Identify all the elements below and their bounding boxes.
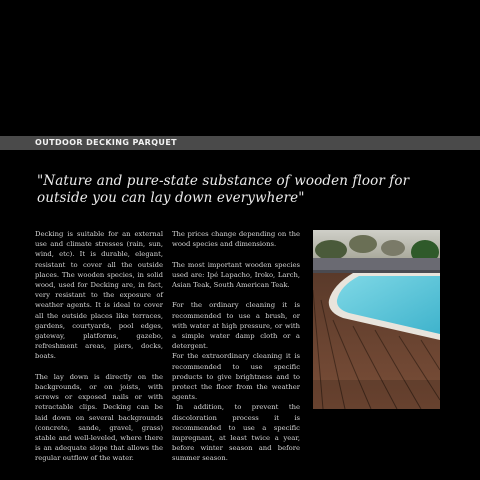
paragraph: For the ordinary cleaning it is recommended to use a brush, or with water at high pressure, or with a simple water damp cloth or a detergent. (172, 301, 300, 351)
paragraph: For the extraordinary cleaning it is recommended to use specific products to give brightness and to protect the floor from the weather agents. (172, 352, 300, 402)
paragraph: Decking is suitable for an external use and climate stresses (rain, sun, wind, etc). It is durable, elegant, resistant to cover all the outside places. The wooden species, in solid wood, used for Decking are, in fact, very resistant to the exposure of weather agents. It is ideal to cover all the outside places like terraces, gardens, courtyards, pool edges, gateway, platforms, gazebo, refreshment areas, piers, docks, boats. (35, 230, 163, 361)
paragraph: In addition, to prevent the discoloration process it is recommended to use a specific impregnant, at least twice a year, before winter season and before summer season. (172, 403, 300, 463)
paragraph: The prices change depending on the wood species and dimensions. (172, 230, 300, 249)
text-column-right (172, 229, 300, 464)
tagline-quote: "Nature and pure-state substance of wooden floor for outside you can lay down everywhere" (37, 173, 410, 206)
pool-deck-photo (313, 230, 440, 409)
paragraph: The most important wooden species used are: Ipé Lapacho, Iroko, Larch, Asian Teak, South American Teak. (172, 260, 300, 289)
text-column-left (35, 229, 163, 464)
section-title: OUTDOOR DECKING PARQUET (35, 138, 178, 147)
section-header-bar (0, 136, 480, 150)
paragraph: The lay down is directly on the backgrounds, or on joists, with screws or exposed nails or with retractable clips. Decking can be laid down on several backgrounds (concrete, sande, gravel, grass) stable and well-leveled, where there is an adequate slope that allows the regular outflow of the water. (35, 372, 163, 463)
